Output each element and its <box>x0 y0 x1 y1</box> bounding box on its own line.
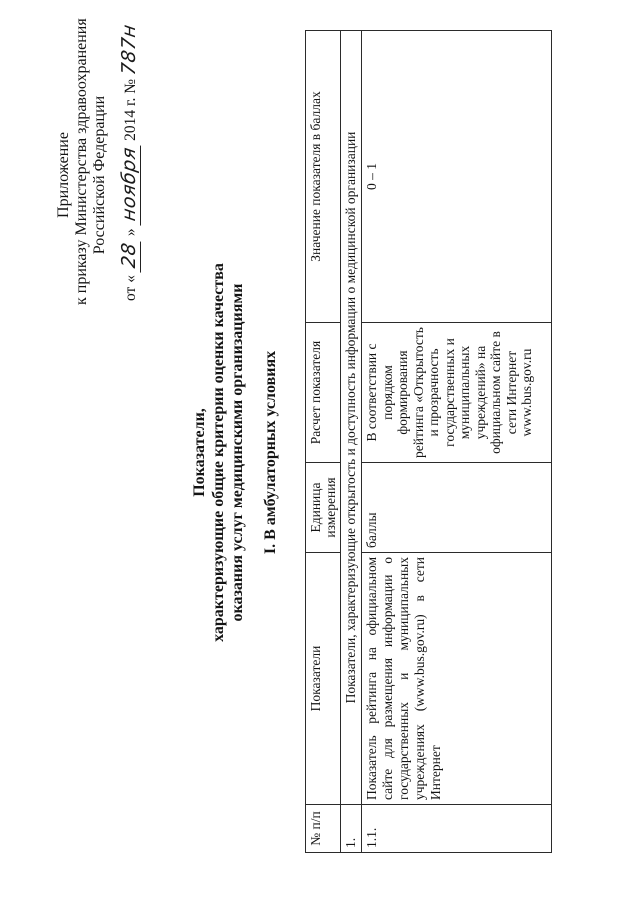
group-num: 1. <box>341 805 362 853</box>
title-line-1: Показатели, <box>191 408 208 497</box>
group-title: Показатели, характеризующие открытость и доступность информации о медицинской организации <box>341 31 362 805</box>
header-num: № п/п <box>306 805 341 853</box>
row-unit: баллы <box>362 463 552 553</box>
indicators-table <box>305 30 552 853</box>
appendix-block <box>55 18 109 305</box>
order-mid: » <box>122 228 139 237</box>
header-value: Значение показателя в баллах <box>306 31 341 323</box>
order-line <box>118 1 141 301</box>
appendix-line-2: к приказу Министерства здравоохранения <box>73 18 90 305</box>
header-unit: Единица измерения <box>306 463 341 553</box>
row-calc: В соответствии с порядком формирования рейтинга «Открытость и прозрачность государственных и муниципальных учреждений» на официальном сайте в сети Интернет www.bus.gov.ru <box>362 323 552 463</box>
header-indicator: Показатели <box>306 553 341 805</box>
table-row <box>362 31 552 853</box>
title-line-2: характеризующие общие критерии оценки качества <box>210 263 227 642</box>
appendix-line-3: Российской Федерации <box>91 95 108 255</box>
row-value: 0 – 1 <box>362 31 552 323</box>
header-calc: Расчет показателя <box>306 323 341 463</box>
table-header-row <box>306 31 341 853</box>
title-line-3: оказания услуг медицинскими организациями <box>229 283 246 622</box>
section-heading: I. В амбулаторных условиях <box>262 350 279 555</box>
row-indicator: Показатель рейтинга на официальном сайте для размещения информации о государственных и муниципальных учреждениях (www.bus.gov.ru) в сети Интернет <box>362 553 552 805</box>
order-year-text: 2014 г. № <box>122 78 139 141</box>
row-num: 1.1. <box>362 805 552 853</box>
appendix-line-1: Приложение <box>55 132 72 218</box>
order-prefix: от « <box>122 275 139 301</box>
order-number: 787н <box>118 22 140 77</box>
order-month: ноября <box>118 143 141 226</box>
group-row <box>341 31 362 853</box>
document-title <box>190 0 247 905</box>
order-line-wrap <box>118 0 141 905</box>
order-day: 28 <box>118 238 141 272</box>
